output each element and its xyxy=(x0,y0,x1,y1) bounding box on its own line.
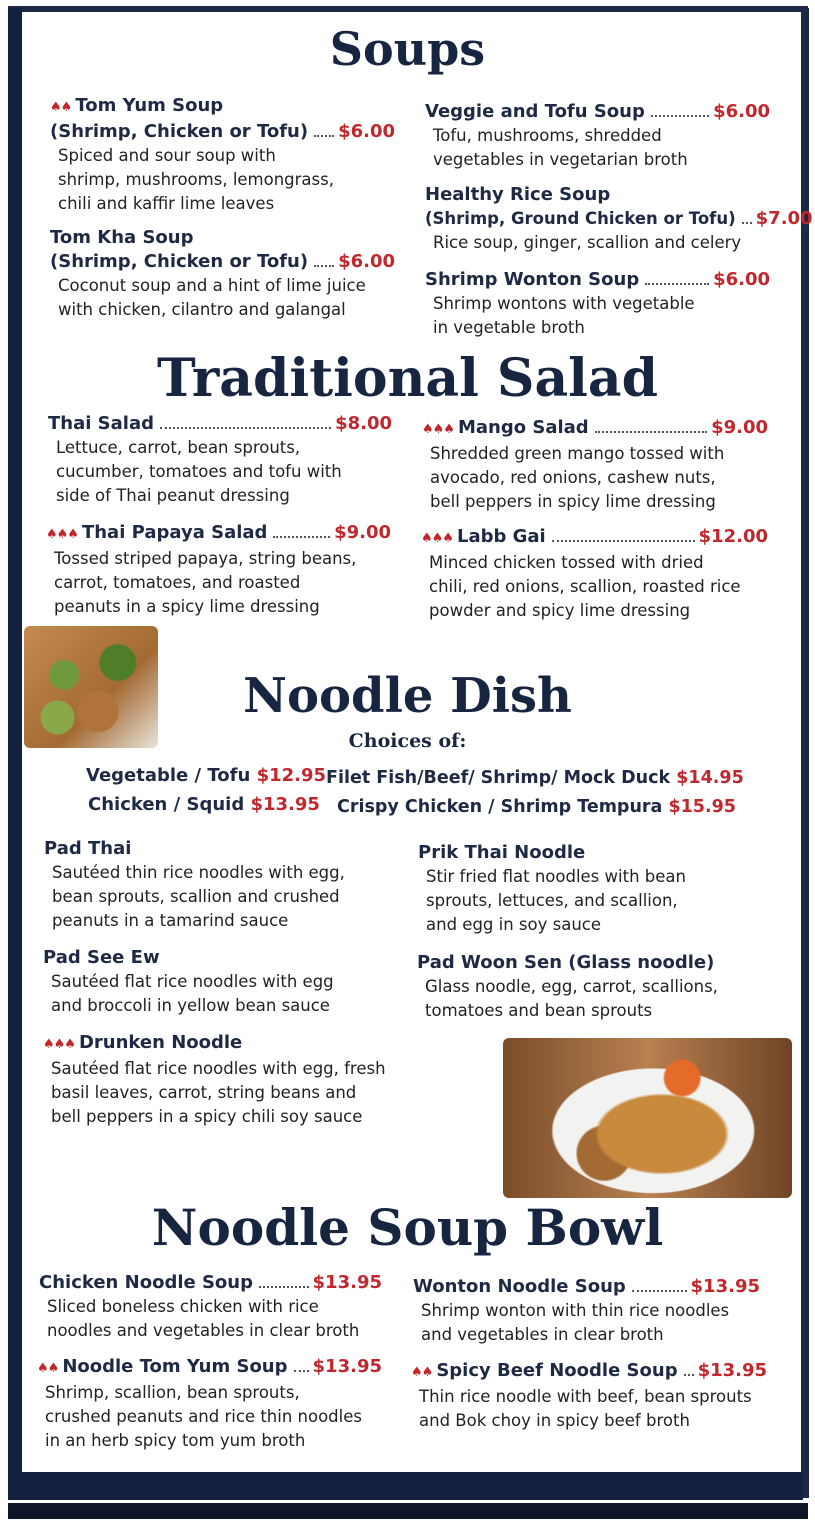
item-description: tomatoes and bean sprouts xyxy=(425,1001,653,1020)
menu-item-healthy-rice-soup xyxy=(425,183,813,255)
chili-icon: ♠♠♠ xyxy=(46,527,78,542)
item-description: chili, red onions, scallion, roasted rice xyxy=(429,577,741,596)
item-description: Sautéed flat rice noodles with egg xyxy=(51,972,334,991)
item-name: Pad Woon Sen (Glass noodle) xyxy=(417,952,715,973)
item-price: $13.95 xyxy=(697,1360,768,1381)
item-description: peanuts in a spicy lime dressing xyxy=(54,597,320,616)
leader-dots xyxy=(632,1290,687,1292)
item-description: Sliced boneless chicken with rice xyxy=(47,1297,319,1316)
menu-item-thai-salad xyxy=(48,412,392,508)
item-name: ♠♠♠ Labb Gai $12.00 xyxy=(421,525,768,551)
choice-price: $12.95 xyxy=(256,765,327,786)
choice-price: $13.95 xyxy=(250,794,320,815)
chili-icon: ♠♠ xyxy=(37,1361,59,1376)
choice-crispy-chicken-shrimp-tempura: Crispy Chicken / Shrimp Tempura $15.95 xyxy=(337,797,736,817)
item-description: Thin rice noodle with beef, bean sprouts xyxy=(419,1387,752,1406)
item-description: Sautéed thin rice noodles with egg, xyxy=(52,863,345,882)
section-title-noodle-soup-bowl: Noodle Soup Bowl xyxy=(151,1198,664,1257)
item-description: basil leaves, carrot, string beans and xyxy=(51,1083,357,1102)
item-description: and broccoli in yellow bean sauce xyxy=(51,996,330,1015)
item-description: crushed peanuts and rice thin noodles xyxy=(45,1407,362,1426)
item-description: chili and kaffir lime leaves xyxy=(58,194,275,213)
item-price: $7.00 xyxy=(755,208,813,229)
item-description: Shrimp wontons with vegetable xyxy=(433,294,695,313)
item-price: $6.00 xyxy=(713,269,770,290)
chili-icon: ♠♠♠ xyxy=(43,1037,75,1052)
item-description: and egg in soy sauce xyxy=(426,915,602,934)
item-description: Tofu, mushrooms, shredded xyxy=(433,126,662,145)
item-price: $6.00 xyxy=(713,101,770,122)
choice-price: $14.95 xyxy=(676,768,744,788)
menu-item-noodle-tom-yum-soup xyxy=(37,1355,382,1453)
item-description: and Bok choy in spicy beef broth xyxy=(419,1411,690,1430)
section-title-noodle-dish: Noodle Dish xyxy=(243,668,572,724)
frame-left xyxy=(8,8,22,1498)
chili-icon: ♠♠♠ xyxy=(421,531,453,546)
item-price: $9.00 xyxy=(334,522,391,543)
choice-vegetable-tofu: Vegetable / Tofu $12.95 xyxy=(86,765,327,786)
item-price: $13.95 xyxy=(312,1356,382,1377)
item-name: ♠♠♠ Drunken Noodle xyxy=(43,1031,403,1057)
choices-title: Choices of: xyxy=(348,730,467,752)
item-name: ♠♠ Noodle Tom Yum Soup $13.95 xyxy=(37,1355,382,1381)
item-price: $8.00 xyxy=(335,413,392,434)
item-description: avocado, red onions, cashew nuts, xyxy=(430,468,716,487)
item-description: sprouts, lettuces, and scallion, xyxy=(426,891,678,910)
item-price: $13.95 xyxy=(690,1276,760,1297)
item-name: ♠♠♠ Thai Papaya Salad $9.00 xyxy=(46,521,391,547)
item-name-line2: (Shrimp, Ground Chicken or Tofu) $7.00 xyxy=(425,208,813,229)
menu-item-pad-thai xyxy=(44,837,394,933)
item-price: $6.00 xyxy=(338,251,395,272)
choice-filet-fish-beef-shrimp-mock-duck: Filet Fish/Beef/ Shrimp/ Mock Duck $14.95 xyxy=(326,768,744,788)
item-description: Glass noodle, egg, carrot, scallions, xyxy=(425,977,718,996)
item-description: cucumber, tomatoes and tofu with xyxy=(56,462,342,481)
menu-item-tom-kha xyxy=(50,226,395,322)
menu-item-prik-thai-noodle xyxy=(418,841,768,937)
chili-icon: ♠♠ xyxy=(50,100,72,115)
leader-dots xyxy=(314,265,334,267)
item-name: Pad See Ew xyxy=(43,947,160,968)
item-price: $6.00 xyxy=(338,121,395,142)
item-description: Shredded green mango tossed with xyxy=(430,444,725,463)
choice-chicken-squid: Chicken / Squid $13.95 xyxy=(88,794,320,815)
item-description: peanuts in a tamarind sauce xyxy=(52,911,289,930)
leader-dots xyxy=(259,1286,309,1288)
item-description: and vegetables in clear broth xyxy=(421,1325,664,1344)
leader-dots xyxy=(273,536,330,538)
menu-item-chicken-noodle-soup xyxy=(39,1271,382,1343)
item-name: ♠♠ Tom Yum Soup xyxy=(50,94,395,120)
item-description: carrot, tomatoes, and roasted xyxy=(54,573,301,592)
menu-item-spicy-beef-noodle-soup xyxy=(411,1359,768,1433)
item-description: powder and spicy lime dressing xyxy=(429,601,691,620)
menu-item-labb-gai xyxy=(421,525,768,623)
leader-dots xyxy=(742,222,752,224)
leader-dots xyxy=(684,1374,694,1376)
item-description: bell peppers in spicy lime dressing xyxy=(430,492,716,511)
leader-dots xyxy=(595,431,707,433)
menu-item-veggie-tofu-soup xyxy=(425,100,770,172)
item-price: $9.00 xyxy=(711,417,768,438)
item-name: Prik Thai Noodle xyxy=(418,842,586,863)
item-description: side of Thai peanut dressing xyxy=(56,486,290,505)
item-description: Stir fried flat noodles with bean xyxy=(426,867,686,886)
section-title-traditional-salad: Traditional Salad xyxy=(157,348,658,409)
leader-dots xyxy=(645,283,709,285)
item-name: Chicken Noodle Soup $13.95 xyxy=(39,1272,382,1293)
menu-item-wonton-noodle-soup xyxy=(413,1275,760,1347)
item-description: Coconut soup and a hint of lime juice xyxy=(58,276,366,295)
item-description: Minced chicken tossed with dried xyxy=(429,553,704,572)
item-name: Pad Thai xyxy=(44,838,132,859)
item-description: vegetables in vegetarian broth xyxy=(433,150,688,169)
item-name: Shrimp Wonton Soup $6.00 xyxy=(425,269,770,290)
choice-price: $15.95 xyxy=(668,797,736,817)
item-name: Veggie and Tofu Soup $6.00 xyxy=(425,101,770,122)
leader-dots xyxy=(314,135,334,137)
chili-icon: ♠♠ xyxy=(411,1365,433,1380)
item-description: Spiced and sour soup with xyxy=(58,146,276,165)
leader-dots xyxy=(160,427,331,429)
item-name: ♠♠♠ Mango Salad $9.00 xyxy=(422,416,768,442)
menu-item-tom-yum xyxy=(50,94,395,216)
frame-top xyxy=(8,6,808,12)
item-description: bell peppers in a spicy chili soy sauce xyxy=(51,1107,363,1126)
frame-bottom xyxy=(8,1472,803,1500)
item-description: Shrimp, scallion, bean sprouts, xyxy=(45,1383,300,1402)
item-name: Tom Kha Soup xyxy=(50,227,194,248)
item-price: $12.00 xyxy=(698,526,768,547)
menu-item-drunken-noodle xyxy=(43,1031,403,1129)
chili-icon: ♠♠♠ xyxy=(422,422,454,437)
item-description: Sautéed flat rice noodles with egg, fresh xyxy=(51,1059,386,1078)
item-name: Healthy Rice Soup xyxy=(425,184,611,205)
item-description: Shrimp wonton with thin rice noodles xyxy=(421,1301,730,1320)
item-description: in vegetable broth xyxy=(433,318,585,337)
menu-item-thai-papaya-salad xyxy=(46,521,391,619)
noodle-photo xyxy=(503,1038,792,1198)
item-description: noodles and vegetables in clear broth xyxy=(47,1321,360,1340)
item-name: ♠♠ Spicy Beef Noodle Soup $13.95 xyxy=(411,1359,760,1385)
item-description: bean sprouts, scallion and crushed xyxy=(52,887,340,906)
leader-dots xyxy=(552,540,695,542)
menu-item-mango-salad xyxy=(422,416,768,514)
item-name: Wonton Noodle Soup $13.95 xyxy=(413,1276,760,1297)
item-name: Thai Salad $8.00 xyxy=(48,413,392,434)
item-description: shrimp, mushrooms, lemongrass, xyxy=(58,170,334,189)
item-description: with chicken, cilantro and galangal xyxy=(58,300,346,319)
item-price: $13.95 xyxy=(312,1272,382,1293)
leader-dots xyxy=(651,115,709,117)
menu-item-pad-see-ew xyxy=(43,946,393,1018)
leader-dots xyxy=(294,1370,309,1372)
item-name-line2: (Shrimp, Chicken or Tofu) $6.00 xyxy=(50,251,395,272)
frame-bottom-edge xyxy=(8,1503,808,1519)
menu-item-shrimp-wonton-soup xyxy=(425,268,770,340)
item-name-line2: (Shrimp, Chicken or Tofu) $6.00 xyxy=(50,121,395,142)
item-description: Rice soup, ginger, scallion and celery xyxy=(433,233,742,252)
item-description: in an herb spicy tom yum broth xyxy=(45,1431,306,1450)
frame-right xyxy=(801,8,809,1498)
item-description: Lettuce, carrot, bean sprouts, xyxy=(56,438,301,457)
menu-item-pad-woon-sen xyxy=(417,951,772,1023)
section-title-soups: Soups xyxy=(329,22,486,76)
item-description: Tossed striped papaya, string beans, xyxy=(54,549,357,568)
